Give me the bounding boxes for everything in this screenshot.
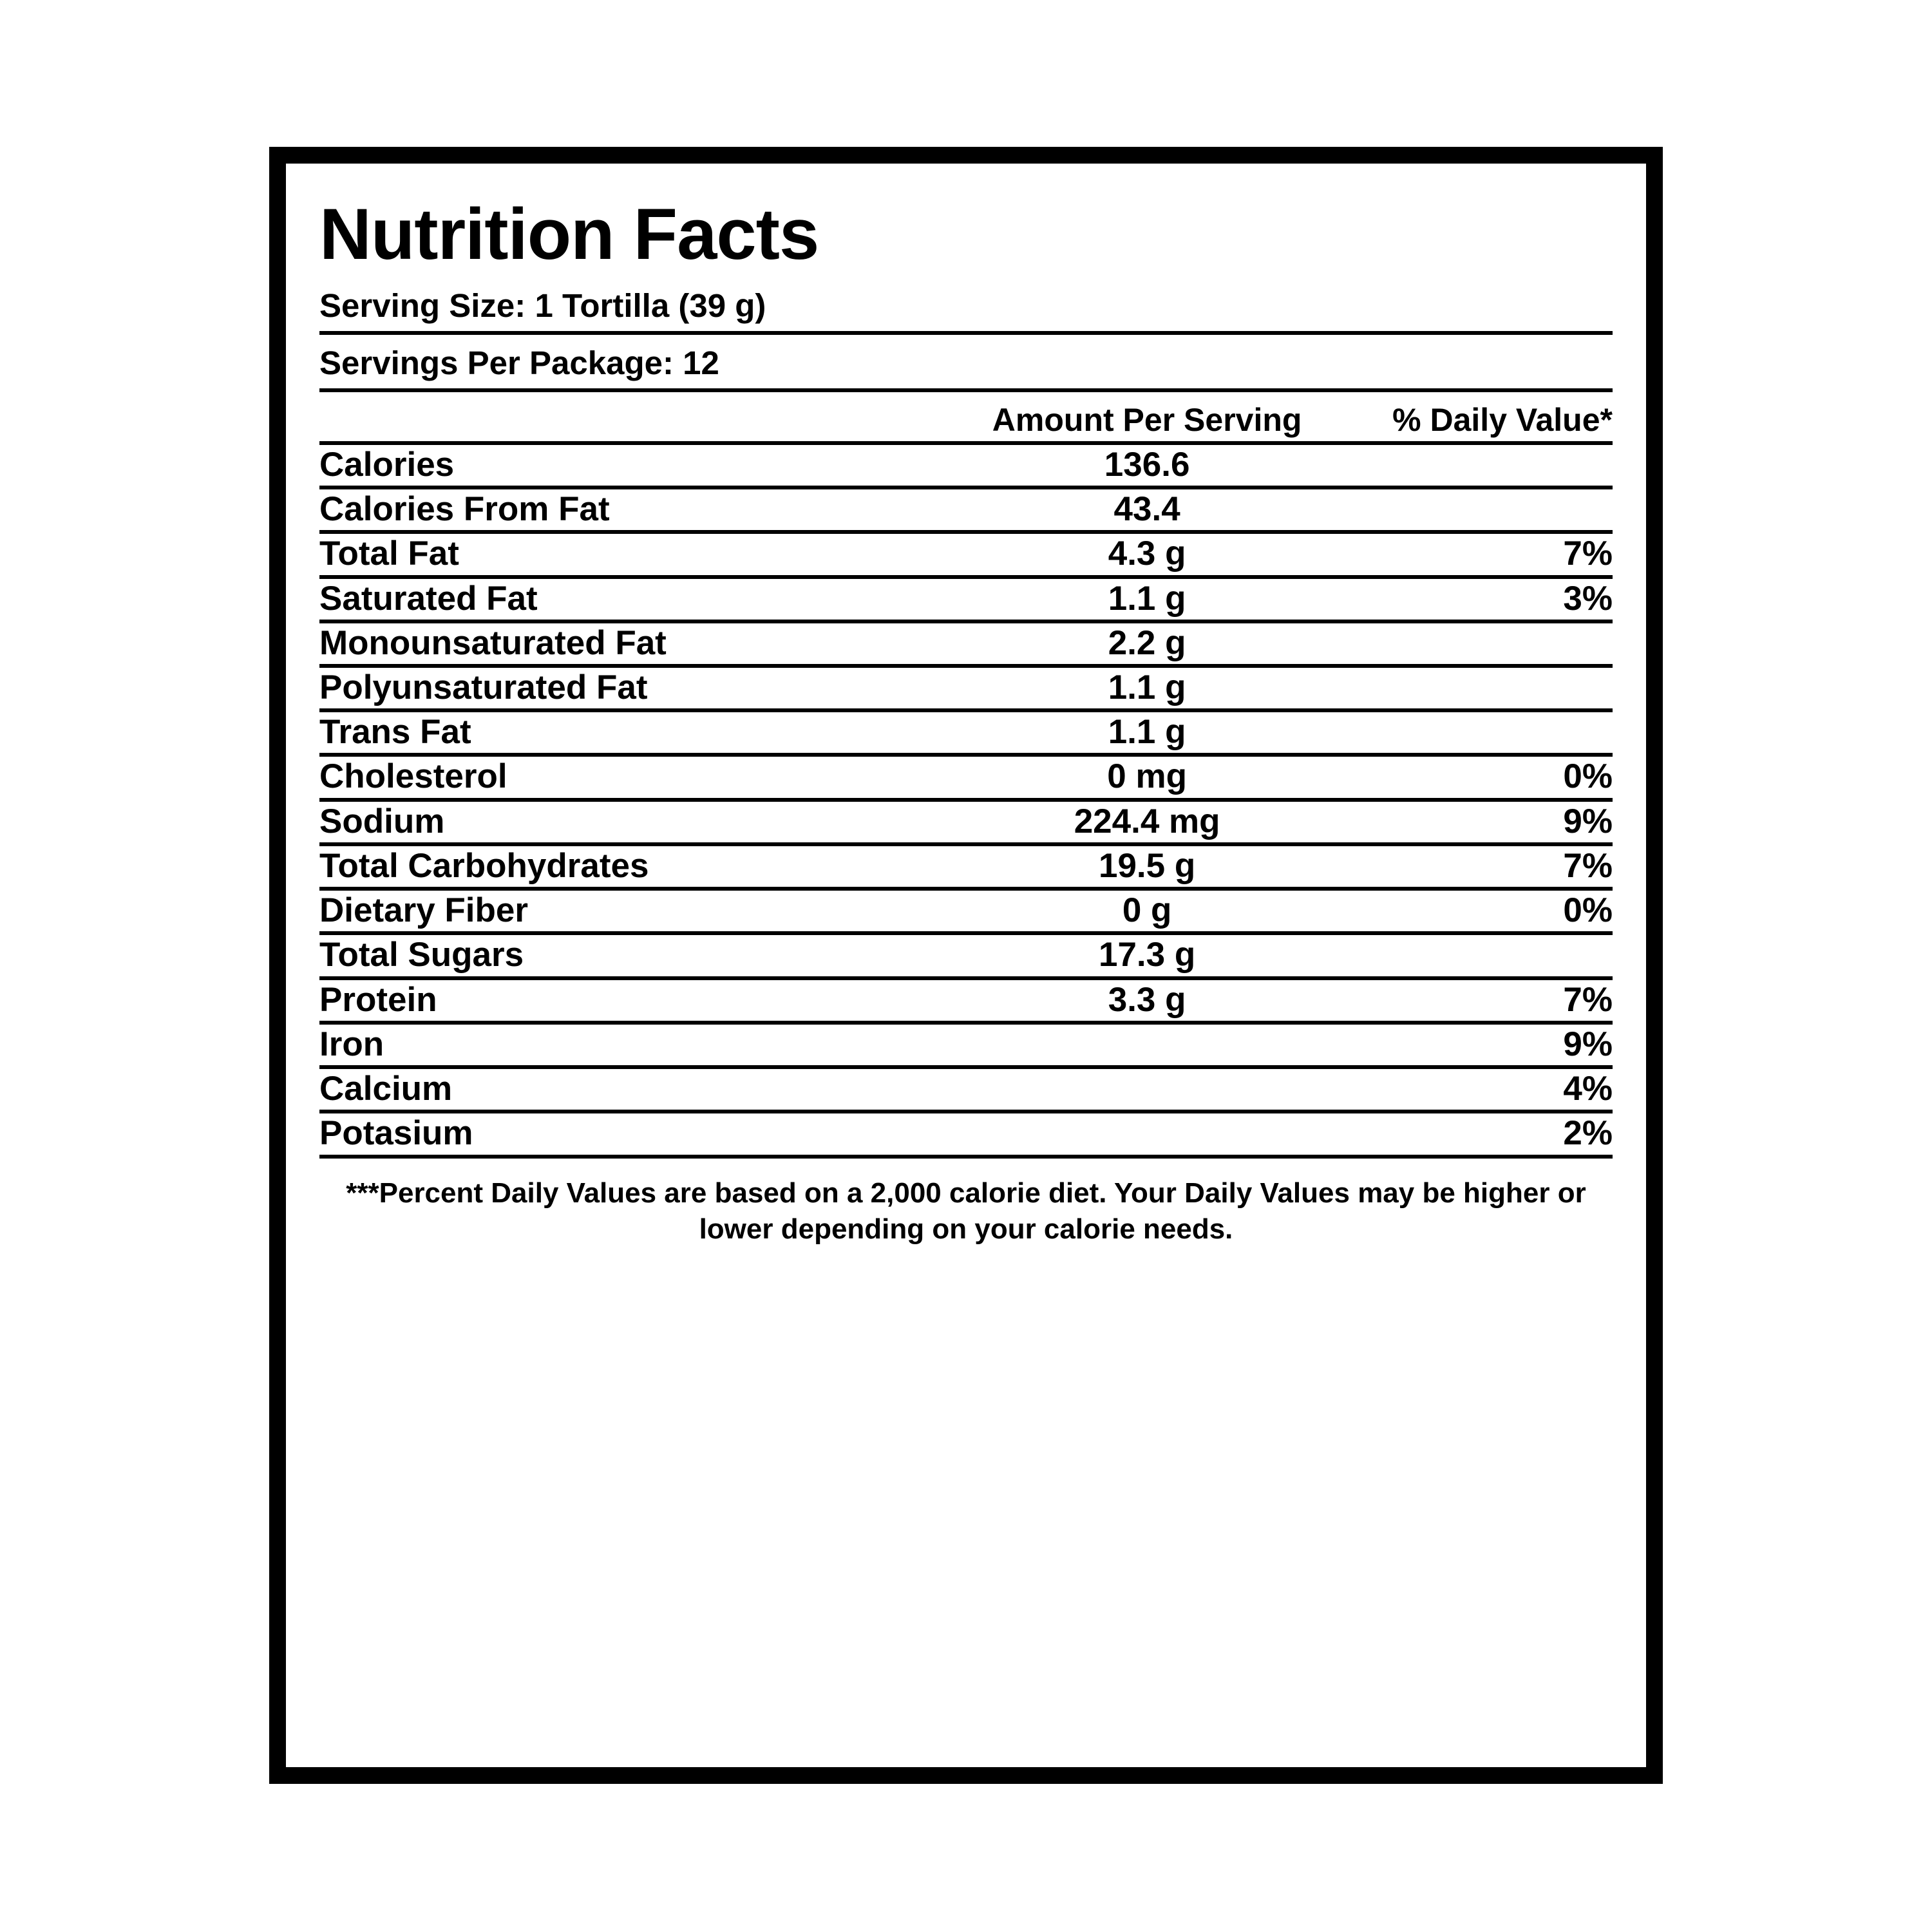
table-row: [319, 978, 1613, 1023]
nutrient-amount: [966, 1023, 1328, 1067]
page-title: Nutrition Facts: [319, 194, 819, 274]
nutrient-amount: [966, 1112, 1328, 1156]
nutrient-daily-value: 2%: [1328, 1112, 1613, 1156]
nutrient-daily-value: 0%: [1328, 889, 1613, 933]
nutrient-name: Calcium: [319, 1067, 966, 1112]
nutrient-daily-value: 9%: [1328, 1023, 1613, 1067]
nutrient-daily-value: [1328, 666, 1613, 710]
nutrient-amount: 3.3 g: [966, 978, 1328, 1023]
nutrient-name: Calories From Fat: [319, 488, 966, 532]
nutrient-daily-value: 7%: [1328, 844, 1613, 889]
table-row: [319, 800, 1613, 844]
table-row: [319, 621, 1613, 666]
table-row: [319, 488, 1613, 532]
table-row: [319, 1112, 1613, 1156]
nutrient-name: Total Fat: [319, 532, 966, 576]
nutrient-name: Total Sugars: [319, 933, 966, 978]
nutrient-name: Polyunsaturated Fat: [319, 666, 966, 710]
table-row: [319, 1067, 1613, 1112]
nutrition-facts-panel: [269, 147, 1663, 1784]
nutrient-amount: 19.5 g: [966, 844, 1328, 889]
nutrient-name: Cholesterol: [319, 755, 966, 799]
nutrient-daily-value: [1328, 488, 1613, 532]
nutrient-name: Potasium: [319, 1112, 966, 1156]
nutrient-daily-value: 0%: [1328, 755, 1613, 799]
nutrient-daily-value: 7%: [1328, 978, 1613, 1023]
nutrient-amount: 0 g: [966, 889, 1328, 933]
nutrient-name: Monounsaturated Fat: [319, 621, 966, 666]
table-row: [319, 755, 1613, 799]
nutrient-amount: [966, 1067, 1328, 1112]
nutrient-name: Protein: [319, 978, 966, 1023]
serving-size-line: Serving Size: 1 Tortilla (39 g): [319, 283, 1613, 335]
servings-per-package-line: Servings Per Package: 12: [319, 335, 1613, 392]
nutrient-name: Trans Fat: [319, 710, 966, 755]
table-header-row: [319, 392, 1613, 443]
nutrient-daily-value: 7%: [1328, 532, 1613, 576]
nutrient-amount: 4.3 g: [966, 532, 1328, 576]
nutrient-name: Iron: [319, 1023, 966, 1067]
nutrient-name: Total Carbohydrates: [319, 844, 966, 889]
nutrient-amount: 43.4: [966, 488, 1328, 532]
table-row: [319, 443, 1613, 488]
column-header-daily-value: % Daily Value*: [1328, 392, 1613, 443]
nutrient-amount: 2.2 g: [966, 621, 1328, 666]
nutrient-amount: 224.4 mg: [966, 800, 1328, 844]
column-header-nutrient: [319, 392, 966, 443]
nutrient-amount: 1.1 g: [966, 577, 1328, 621]
table-row: [319, 1023, 1613, 1067]
nutrient-name: Saturated Fat: [319, 577, 966, 621]
nutrient-name: Calories: [319, 443, 966, 488]
nutrient-amount: 17.3 g: [966, 933, 1328, 978]
nutrient-daily-value: [1328, 621, 1613, 666]
nutrient-daily-value: [1328, 710, 1613, 755]
nutrient-name: Sodium: [319, 800, 966, 844]
nutrient-amount: 1.1 g: [966, 710, 1328, 755]
nutrient-daily-value: [1328, 933, 1613, 978]
table-row: [319, 577, 1613, 621]
nutrient-amount: 1.1 g: [966, 666, 1328, 710]
table-row: [319, 933, 1613, 978]
table-row: [319, 889, 1613, 933]
nutrient-daily-value: [1328, 443, 1613, 488]
column-header-amount-per-serving: Amount Per Serving: [966, 392, 1328, 443]
nutrient-daily-value: 9%: [1328, 800, 1613, 844]
table-row: [319, 666, 1613, 710]
nutrient-daily-value: 4%: [1328, 1067, 1613, 1112]
nutrition-facts-content: [319, 182, 1613, 1754]
table-row: [319, 710, 1613, 755]
nutrition-table: [319, 392, 1613, 1159]
nutrient-amount: 0 mg: [966, 755, 1328, 799]
nutrient-name: Dietary Fiber: [319, 889, 966, 933]
daily-value-footnote: ***Percent Daily Values are based on a 2,000 calorie diet. Your Daily Values may be higher or lower depending on your calorie needs.: [346, 1177, 1586, 1245]
nutrient-daily-value: 3%: [1328, 577, 1613, 621]
table-row: [319, 532, 1613, 576]
table-row: [319, 844, 1613, 889]
nutrient-amount: 136.6: [966, 443, 1328, 488]
